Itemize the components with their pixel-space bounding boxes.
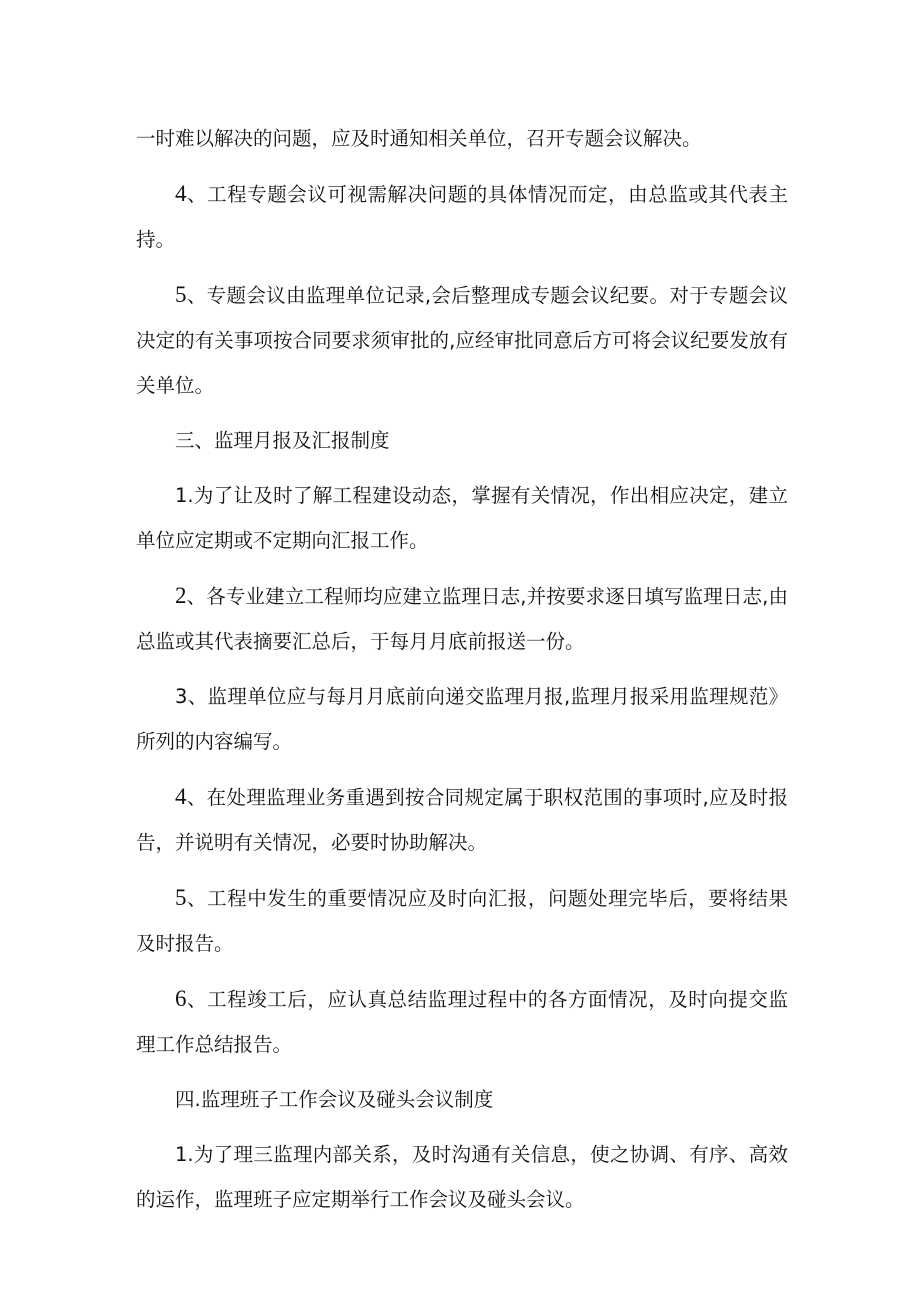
paragraph-number: 4 bbox=[175, 181, 187, 206]
document-body bbox=[136, 116, 788, 1232]
paragraph-number: 2 bbox=[175, 583, 187, 608]
paragraph-text: 1.为了让及时了解工程建设动态，掌握有关情况，作出相应决定，建立单位应定期或不定期向汇报工作。 bbox=[136, 484, 788, 552]
paragraph-item-3 bbox=[136, 674, 788, 764]
paragraph-text: 1.为了理三监理内部关系，及时沟通有关信息，使之协调、有序、高效的运作，监理班子应定期举行工作会议及碰头会议。 bbox=[136, 1143, 788, 1211]
paragraph-text: 、工程专题会议可视需解决问题的具体情况而定，由总监或其代表主持。 bbox=[136, 183, 788, 251]
heading-text: 四.监理班子工作会议及碰头会议制度 bbox=[175, 1088, 494, 1111]
paragraph-number: 5 bbox=[175, 282, 187, 307]
paragraph-item-4b bbox=[136, 774, 788, 865]
paragraph-text: 一时难以解决的问题，应及时通知相关单位，召开专题会议解决。 bbox=[136, 127, 702, 150]
heading-text: 三、监理月报及汇报制度 bbox=[175, 429, 390, 452]
paragraph-item-2 bbox=[136, 573, 788, 664]
paragraph-text: 、工程竣工后，应认真总结监理过程中的各方面情况，及时向提交监理工作总结报告。 bbox=[136, 988, 788, 1056]
paragraph-item-5 bbox=[136, 272, 788, 408]
paragraph-text: 3、监理单位应与每月月底前向递交监理月报,监理月报采用监理规范》所列的内容编写。 bbox=[136, 685, 788, 753]
paragraph-item-1 bbox=[136, 473, 788, 563]
paragraph-text: 、各专业建立工程师均应建立监理日志,并按要求逐日填写监理日志,由总监或其代表摘要汇总后，于每月月底前报送一份。 bbox=[136, 585, 788, 653]
paragraph-number: 4 bbox=[175, 784, 187, 809]
section-heading-4 bbox=[136, 1077, 788, 1122]
paragraph-item-4 bbox=[136, 171, 788, 262]
paragraph-number: 5 bbox=[175, 885, 187, 910]
paragraph-continuation bbox=[136, 116, 788, 161]
paragraph-text: 、专题会议由监理单位记录,会后整理成专题会议纪要。对于专题会议决定的有关事项按合同要求须审批的,应经审批同意后方可将会议纪要发放有关单位。 bbox=[136, 284, 788, 397]
paragraph-item-1b bbox=[136, 1132, 788, 1222]
section-heading-3 bbox=[136, 418, 788, 463]
paragraph-text: 、工程中发生的重要情况应及时向汇报，问题处理完毕后，要将结果及时报告。 bbox=[136, 887, 788, 955]
paragraph-number: 6 bbox=[175, 986, 187, 1011]
paragraph-item-6 bbox=[136, 976, 788, 1067]
paragraph-text: 、在处理监理业务重遇到按合同规定属于职权范围的事项时,应及时报告，并说明有关情况，必要时协助解决。 bbox=[136, 786, 788, 854]
paragraph-item-5b bbox=[136, 875, 788, 966]
